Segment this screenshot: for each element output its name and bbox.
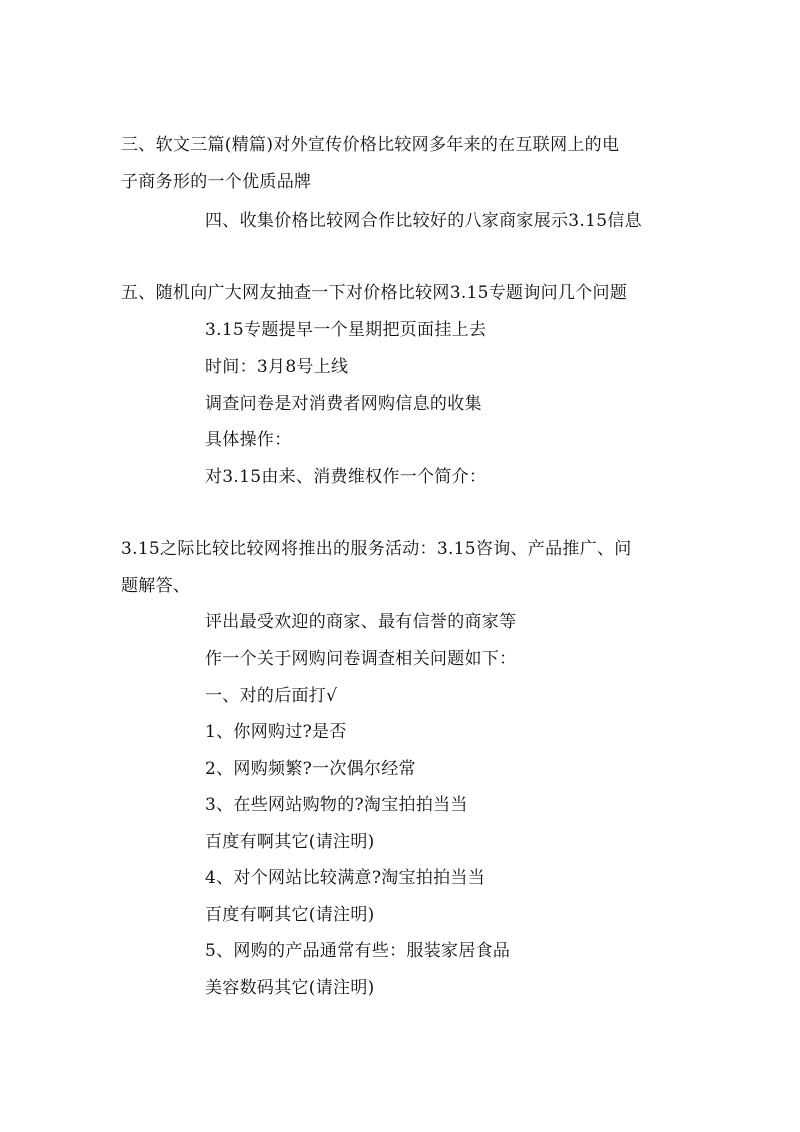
paragraph-line: 作一个关于网购问卷调查相关问题如下： — [205, 649, 517, 669]
paragraph-line: 题解答、 — [121, 576, 191, 596]
paragraph-line: 美容数码其它(请注明) — [205, 978, 375, 998]
paragraph-line: 子商务形的一个优质品牌 — [121, 172, 312, 192]
paragraph-line: 评出最受欢迎的商家、最有信誉的商家等 — [205, 612, 517, 632]
paragraph-line: 3、在些网站购物的?淘宝拍拍当当 — [205, 795, 468, 815]
paragraph-line: 百度有啊其它(请注明) — [205, 905, 375, 925]
paragraph-line: 3.15专题提早一个星期把页面挂上去 — [205, 320, 487, 340]
paragraph-line: 5、网购的产品通常有些：服装家居食品 — [205, 941, 511, 961]
paragraph-line: 对3.15由来、消费维权作一个简介： — [205, 467, 487, 487]
paragraph-line: 3.15之际比较比较网将推出的服务活动：3.15咨询、产品推广、问 — [121, 539, 632, 559]
paragraph-line: 调查问卷是对消费者网购信息的收集 — [205, 394, 482, 414]
paragraph-line: 四、收集价格比较网合作比较好的八家商家展示3.15信息 — [205, 211, 642, 231]
paragraph-line: 4、对个网站比较满意?淘宝拍拍当当 — [205, 868, 486, 888]
paragraph-line: 五、随机向广大网友抽查一下对价格比较网3.15专题询问几个问题 — [121, 283, 628, 303]
paragraph-line: 百度有啊其它(请注明) — [205, 832, 375, 852]
paragraph-line: 三、软文三篇(精篇)对外宣传价格比较网多年来的在互联网上的电 — [121, 135, 620, 155]
paragraph-line: 1、你网购过?是否 — [205, 722, 347, 742]
paragraph-line: 具体操作： — [205, 430, 292, 450]
paragraph-line: 2、网购频繁?一次偶尔经常 — [205, 759, 416, 779]
paragraph-line: 一、对的后面打√ — [205, 686, 338, 706]
paragraph-line: 时间：3月8号上线 — [205, 357, 349, 377]
